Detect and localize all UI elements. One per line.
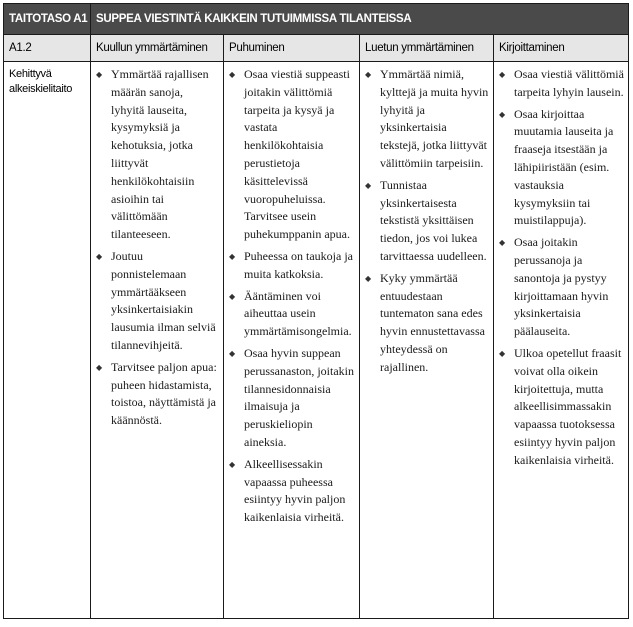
bullet-icon: ◆	[365, 180, 372, 190]
puhuminen-cell	[224, 62, 360, 619]
luetun-list	[360, 62, 493, 377]
luetun-cell	[360, 62, 494, 619]
bullet-icon: ◆	[365, 70, 372, 79]
list-item: ◆ Ääntäminen voi aiheuttaa usein ymmärtämisongelmia.	[229, 288, 352, 339]
column-header-kuullun: Kuullun ymmärtäminen	[91, 35, 224, 62]
column-header-luetun: Luetun ymmärtäminen	[360, 35, 494, 62]
bullet-icon: ◆	[96, 251, 103, 261]
kuullun-list	[91, 62, 223, 430]
kuullun-cell	[91, 62, 224, 619]
list-item: ◆ Ulkoa opetellut fraasit voivat olla oikein kirjoitettuja, mutta alkeellisimmassakin vapaassa tuotoksessa esiintyy hyvin paljon kaikenlaisia virheitä.	[499, 345, 622, 467]
bullet-icon: ◆	[229, 70, 236, 79]
list-item: ◆ Kyky ymmärtää entuudestaan tuntematon sana edes hyvin ennustettavassa yhteydessä on rajallinen.	[365, 270, 485, 374]
list-item: ◆ Alkeellisessakin vapaassa puheessa esiintyy hyvin paljon kaikenlaisia virheitä.	[229, 456, 346, 525]
bullet-icon: ◆	[96, 362, 103, 372]
list-item: ◆ Osaa joitakin perussanoja ja sanontoja ja pystyy kirjoittamaan hyvin yksinkertaisia päälauseita.	[499, 235, 609, 339]
bullet-icon: ◆	[229, 251, 236, 261]
bullet-icon: ◆	[229, 291, 236, 301]
bullet-icon: ◆	[229, 348, 236, 358]
kirjoittaminen-list	[494, 62, 628, 470]
level-description: SUPPEA VIESTINTÄ KAIKKEIN TUTUIMMISSA TILANTEISSA	[91, 4, 629, 35]
level-name: Kehittyvä alkeiskielitaito	[9, 68, 73, 95]
bullet-icon: ◆	[499, 70, 506, 79]
list-item: ◆ Osaa viestiä suppeasti joitakin välittömiä tarpeita ja kysyä ja vastata henkilökohtaisia perustietoja käsittelevissä vuoropuheluissa. Tarvitsee usein puhekumppanin apua.	[229, 67, 350, 242]
list-item: ◆ Tunnistaa yksinkertaisesta tekstistä yksittäisen tiedon, jos voi lukea tarvittaessa uudelleen.	[365, 177, 487, 263]
level-code: A1.2	[4, 35, 91, 62]
kirjoittaminen-cell	[494, 62, 629, 619]
subheader-row	[4, 35, 629, 62]
level-name-cell	[4, 62, 91, 619]
bullet-icon: ◆	[499, 238, 506, 248]
level-title: TAITOTASO A1	[4, 4, 91, 35]
column-header-kirjoittaminen: Kirjoittaminen	[494, 35, 629, 62]
list-item: ◆ Osaa kirjoittaa muutamia lauseita ja fraaseja itsestään ja lähipiiristään (esim. vastauksia kysymyksiin tai muistilappuja).	[499, 106, 614, 228]
list-item: ◆ Osaa hyvin suppean perussanaston, joitakin tilannesidonnaisia ilmaisuja ja peruskieliopin aineksia.	[229, 345, 354, 449]
bullet-icon: ◆	[96, 70, 103, 79]
bullet-icon: ◆	[499, 109, 506, 119]
list-item: ◆ Tarvitsee paljon apua: puheen hidastamista, toistoa, näyttämistä ja käännöstä.	[96, 359, 217, 428]
puhuminen-list	[224, 62, 359, 527]
proficiency-table	[3, 3, 629, 619]
list-item: ◆ Ymmärtää rajallisen määrän sanoja, lyhyitä lauseita, kysymyksiä ja kehotuksia, jotka liittyvät henkilökohtaisiin asioihin tai välittömään tilanteeseen.	[96, 67, 209, 242]
list-item: ◆ Osaa viestiä välittömiä tarpeita lyhyin lausein.	[499, 67, 624, 99]
column-header-puhuminen: Puhuminen	[224, 35, 360, 62]
list-item: ◆ Joutuu ponnistelemaan ymmärtääkseen yksinkertaisiakin lausumia ilman selviä tilannevihjeitä.	[96, 248, 216, 352]
list-item: ◆ Ymmärtää nimiä, kylttejä ja muita hyvin lyhyitä ja yksinkertaisia tekstejä, jotka liittyvät välittömiin tarpeisiin.	[365, 67, 489, 170]
bullet-icon: ◆	[229, 459, 236, 469]
bullet-icon: ◆	[499, 348, 506, 358]
content-row	[4, 62, 629, 619]
bullet-icon: ◆	[365, 273, 372, 283]
list-item: ◆ Puheessa on taukoja ja muita katkoksia.	[229, 248, 353, 281]
header-row	[4, 4, 629, 35]
